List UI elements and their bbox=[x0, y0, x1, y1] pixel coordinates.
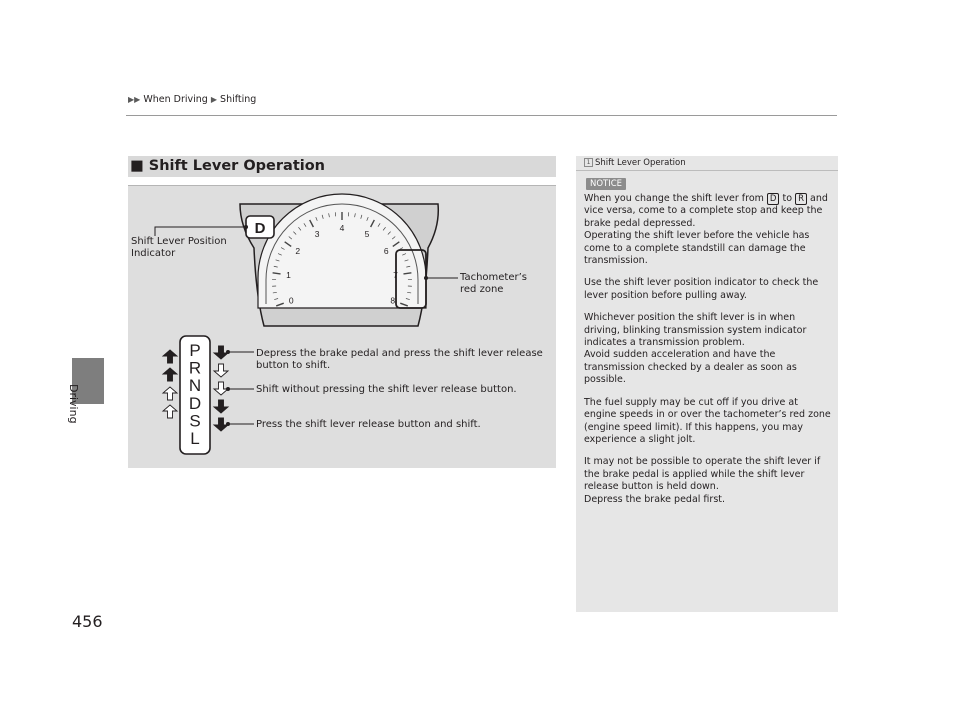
indicator-label: Shift Lever Position Indicator bbox=[131, 236, 227, 259]
notice-badge: NOTICE bbox=[586, 178, 626, 190]
paragraph: It may not be possible to operate the shift lever if the brake pedal is applied while the shift lever release button is held down. Depress the brake pedal first. bbox=[584, 456, 821, 505]
gear-key-r: R bbox=[795, 193, 807, 205]
sidebar-body bbox=[584, 193, 832, 516]
paragraph: Use the shift lever position indicator to check the lever position before pulling away. bbox=[584, 277, 819, 301]
square-bullet-icon: ■ bbox=[130, 158, 144, 174]
note-number-icon: 1 bbox=[584, 158, 593, 167]
tach-number: 8 bbox=[390, 295, 396, 306]
chapter-tab-label: Driving bbox=[67, 384, 80, 424]
legend-shift-without-release: Shift without pressing the shift lever release button. bbox=[256, 384, 517, 395]
page-number: 456 bbox=[72, 612, 103, 631]
tach-number: 1 bbox=[286, 269, 291, 280]
gear-letter: S bbox=[189, 411, 201, 431]
gear-letter: D bbox=[188, 393, 202, 413]
dark-arrow-icon bbox=[214, 418, 228, 431]
breadcrumb-arrow-icon: ▶▶ bbox=[128, 95, 141, 104]
dark-arrow-icon bbox=[163, 350, 177, 363]
legend-press-release: Press the shift lever release button and shift. bbox=[256, 419, 481, 430]
dark-arrow-icon bbox=[214, 346, 228, 359]
indicator-leader bbox=[155, 227, 246, 236]
gear-key-d: D bbox=[767, 193, 780, 205]
gear-letters bbox=[189, 341, 201, 448]
gear-letter: R bbox=[188, 358, 202, 378]
dark-arrow-icon bbox=[163, 368, 177, 381]
gear-letter: N bbox=[188, 376, 202, 396]
tach-number: 4 bbox=[339, 223, 345, 233]
legend-depress-brake: Depress the brake pedal and press the shift lever release button to shift. bbox=[256, 348, 543, 371]
tach-number: 2 bbox=[295, 246, 301, 257]
sidebar-divider bbox=[576, 170, 838, 171]
shift-position-indicator-letter: D bbox=[254, 220, 266, 237]
red-zone-label: Tachometer’s red zone bbox=[460, 272, 528, 295]
header-divider bbox=[126, 115, 837, 116]
sidebar-title: 1 Shift Lever Operation bbox=[584, 158, 686, 168]
tach-number: 7 bbox=[393, 269, 398, 280]
light-arrow-icon bbox=[214, 382, 228, 395]
tach-number: 5 bbox=[364, 229, 370, 240]
notice-paragraph: When you change the shift lever from D to R and vice versa, come to a complete stop and keep the brake pedal depressed. Operating the shift lever before the vehicle has come to a complete standstill can damage the transmission. bbox=[584, 193, 828, 267]
light-arrow-icon bbox=[214, 364, 228, 377]
section-title: ■ Shift Lever Operation bbox=[130, 158, 326, 174]
tach-number: 6 bbox=[383, 246, 389, 257]
tach-number: 3 bbox=[314, 229, 320, 240]
light-arrow-icon bbox=[163, 387, 177, 400]
breadcrumb-arrow-icon: ▶ bbox=[210, 95, 218, 104]
tach-number: 0 bbox=[288, 295, 294, 306]
gear-letter: L bbox=[190, 429, 200, 448]
dark-arrow-icon bbox=[214, 400, 228, 413]
light-arrow-icon bbox=[163, 405, 177, 418]
breadcrumb-item[interactable]: When Driving bbox=[143, 94, 208, 105]
breadcrumb-item[interactable]: Shifting bbox=[220, 94, 257, 105]
paragraph: The fuel supply may be cut off if you drive at engine speeds in or over the tachometer’s red zone (engine speed limit). If this happens, you may experience a slight jolt. bbox=[584, 396, 831, 445]
paragraph: Whichever position the shift lever is in when driving, blinking transmission system indicator indicates a transmission problem. Avoid sudden acceleration and have the transmission checked by a dealer as soon as possible. bbox=[584, 312, 807, 386]
breadcrumb bbox=[128, 94, 256, 105]
gear-letter: P bbox=[189, 341, 201, 360]
